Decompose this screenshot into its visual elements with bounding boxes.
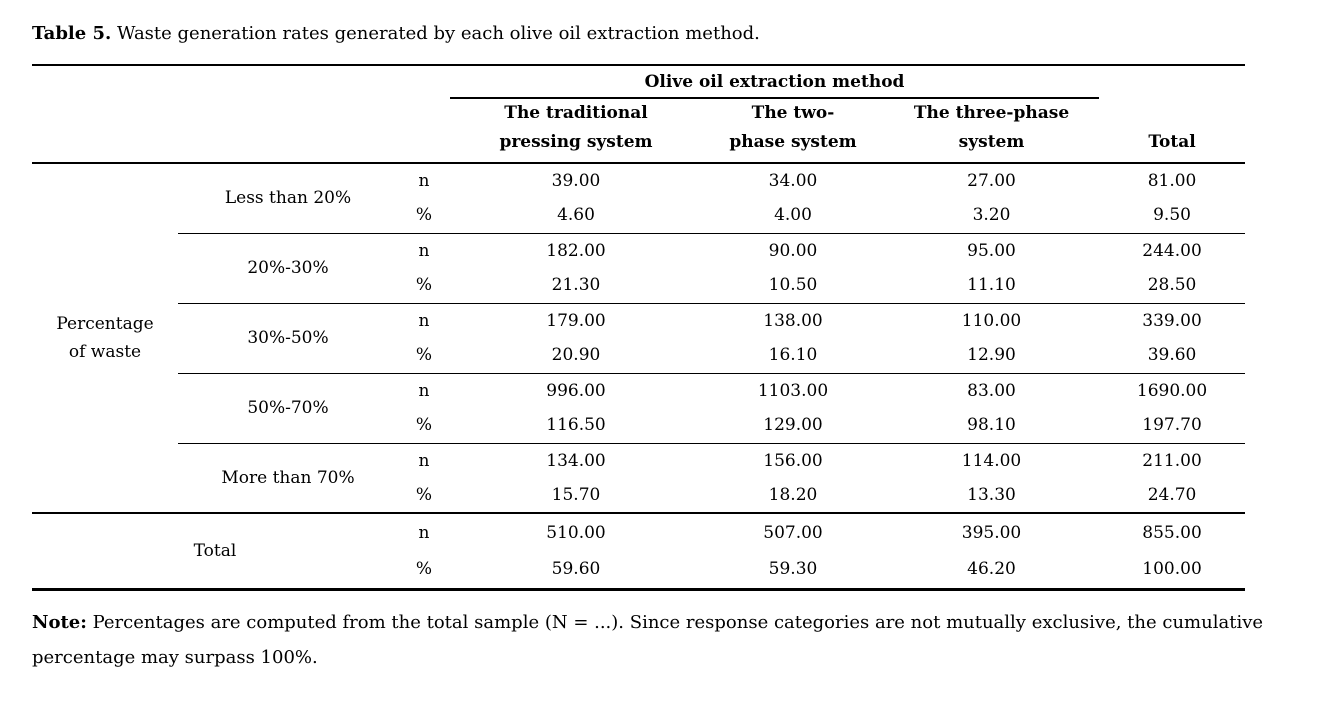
category-cell: Less than 20% (224, 188, 352, 209)
value-cell: 39.60 (1147, 345, 1197, 366)
column-header-traditional-line1: The traditional (504, 103, 648, 123)
stat-label-cell: % (415, 275, 433, 296)
value-cell: 81.00 (1147, 171, 1197, 191)
value-cell: 507.00 (702, 513, 884, 551)
category-cell: 20%-30% (178, 233, 398, 303)
category-cell: 30%-50% (178, 303, 398, 373)
header-spacer-right (1099, 65, 1245, 98)
table-caption-text: Waste generation rates generated by each olive oil extraction method. (111, 23, 760, 44)
column-header-two-phase (702, 98, 884, 163)
value-cell: 10.50 (768, 275, 818, 296)
value-cell: 39.00 (551, 171, 601, 191)
value-cell: 110.00 (884, 303, 1099, 338)
column-header-two-phase-line1: The two- (751, 103, 835, 123)
value-cell: 156.00 (702, 443, 884, 478)
value-cell: 59.60 (551, 559, 601, 580)
value-cell: 4.00 (774, 205, 812, 226)
value-cell: 24.70 (1147, 485, 1197, 505)
column-header-three-phase-line1: The three-phase (913, 103, 1070, 123)
value-cell: 98.10 (967, 415, 1016, 436)
table-caption (32, 20, 1285, 48)
table-caption-label: Table 5. (32, 23, 112, 44)
value-cell: 15.70 (551, 485, 601, 505)
value-cell: 197.70 (1142, 415, 1202, 436)
value-cell: 59.30 (768, 559, 818, 580)
stat-label-cell: % (415, 559, 433, 580)
value-cell: 510.00 (450, 513, 702, 551)
value-cell: 134.00 (450, 443, 702, 478)
value-cell: 1103.00 (702, 373, 884, 408)
stat-label-cell: n (398, 233, 450, 268)
value-cell: 179.00 (450, 303, 702, 338)
value-cell: 20.90 (551, 345, 601, 366)
stat-label-cell: n (398, 513, 450, 551)
stat-label-cell: % (415, 205, 433, 226)
value-cell: 3.20 (972, 205, 1011, 226)
column-header-total: Total (1099, 98, 1245, 163)
table-note-text: Percentages are computed from the total sample (N = ...). Since response categories are not mutually exclusive, the cumulative percentage may surpass 100%. (32, 611, 1264, 668)
value-cell: 855.00 (1099, 513, 1245, 551)
value-cell: 83.00 (884, 373, 1099, 408)
value-cell: 339.00 (1099, 303, 1245, 338)
value-cell: 13.30 (967, 485, 1016, 505)
value-cell: 114.00 (884, 443, 1099, 478)
value-cell: 244.00 (1099, 233, 1245, 268)
stat-label-cell: % (415, 485, 433, 505)
value-cell: 11.10 (967, 275, 1016, 296)
category-cell: 50%-70% (178, 373, 398, 443)
value-cell: 1690.00 (1099, 373, 1245, 408)
stat-label-cell: % (415, 415, 433, 436)
header-spacer-left (32, 65, 450, 98)
value-cell: 18.20 (768, 485, 818, 505)
value-cell: 395.00 (884, 513, 1099, 551)
stat-label-cell: n (418, 171, 430, 191)
category-cell: More than 70% (178, 443, 398, 513)
value-cell: 95.00 (884, 233, 1099, 268)
value-cell: 996.00 (450, 373, 702, 408)
value-cell: 27.00 (967, 171, 1016, 191)
row-group-header-line2: of waste (68, 342, 142, 362)
column-header-three-phase-line2: system (958, 132, 1025, 152)
value-cell: 138.00 (702, 303, 884, 338)
row-group-header (32, 163, 178, 513)
column-header-traditional-line2: pressing system (499, 132, 653, 152)
value-cell: 116.50 (546, 415, 606, 436)
stat-label-cell: n (398, 443, 450, 478)
value-cell: 182.00 (450, 233, 702, 268)
column-header-two-phase-line2: phase system (729, 132, 857, 152)
value-cell: 9.50 (1153, 205, 1191, 226)
column-header-three-phase (884, 98, 1099, 163)
waste-generation-table (32, 64, 1245, 591)
value-cell: 100.00 (1142, 559, 1202, 580)
value-cell: 46.20 (967, 559, 1016, 580)
value-cell: 90.00 (702, 233, 884, 268)
column-header-traditional (450, 98, 702, 163)
value-cell: 211.00 (1099, 443, 1245, 478)
value-cell: 12.90 (967, 345, 1016, 366)
value-cell: 16.10 (768, 345, 818, 366)
table-note-label: Note: (32, 611, 87, 633)
value-cell: 28.50 (1147, 275, 1197, 296)
row-group-header-line1: Percentage (56, 314, 154, 334)
stat-label-cell: % (415, 345, 433, 366)
value-cell: 34.00 (768, 171, 818, 191)
value-cell: 4.60 (557, 205, 595, 226)
stat-label-cell: n (398, 303, 450, 338)
value-cell: 129.00 (763, 415, 823, 436)
stat-label-cell: n (398, 373, 450, 408)
table-note (32, 605, 1284, 675)
total-row-label: Total (32, 513, 398, 589)
subheader-spacer (32, 98, 450, 163)
value-cell: 21.30 (551, 275, 601, 296)
column-group-header: Olive oil extraction method (450, 65, 1099, 98)
